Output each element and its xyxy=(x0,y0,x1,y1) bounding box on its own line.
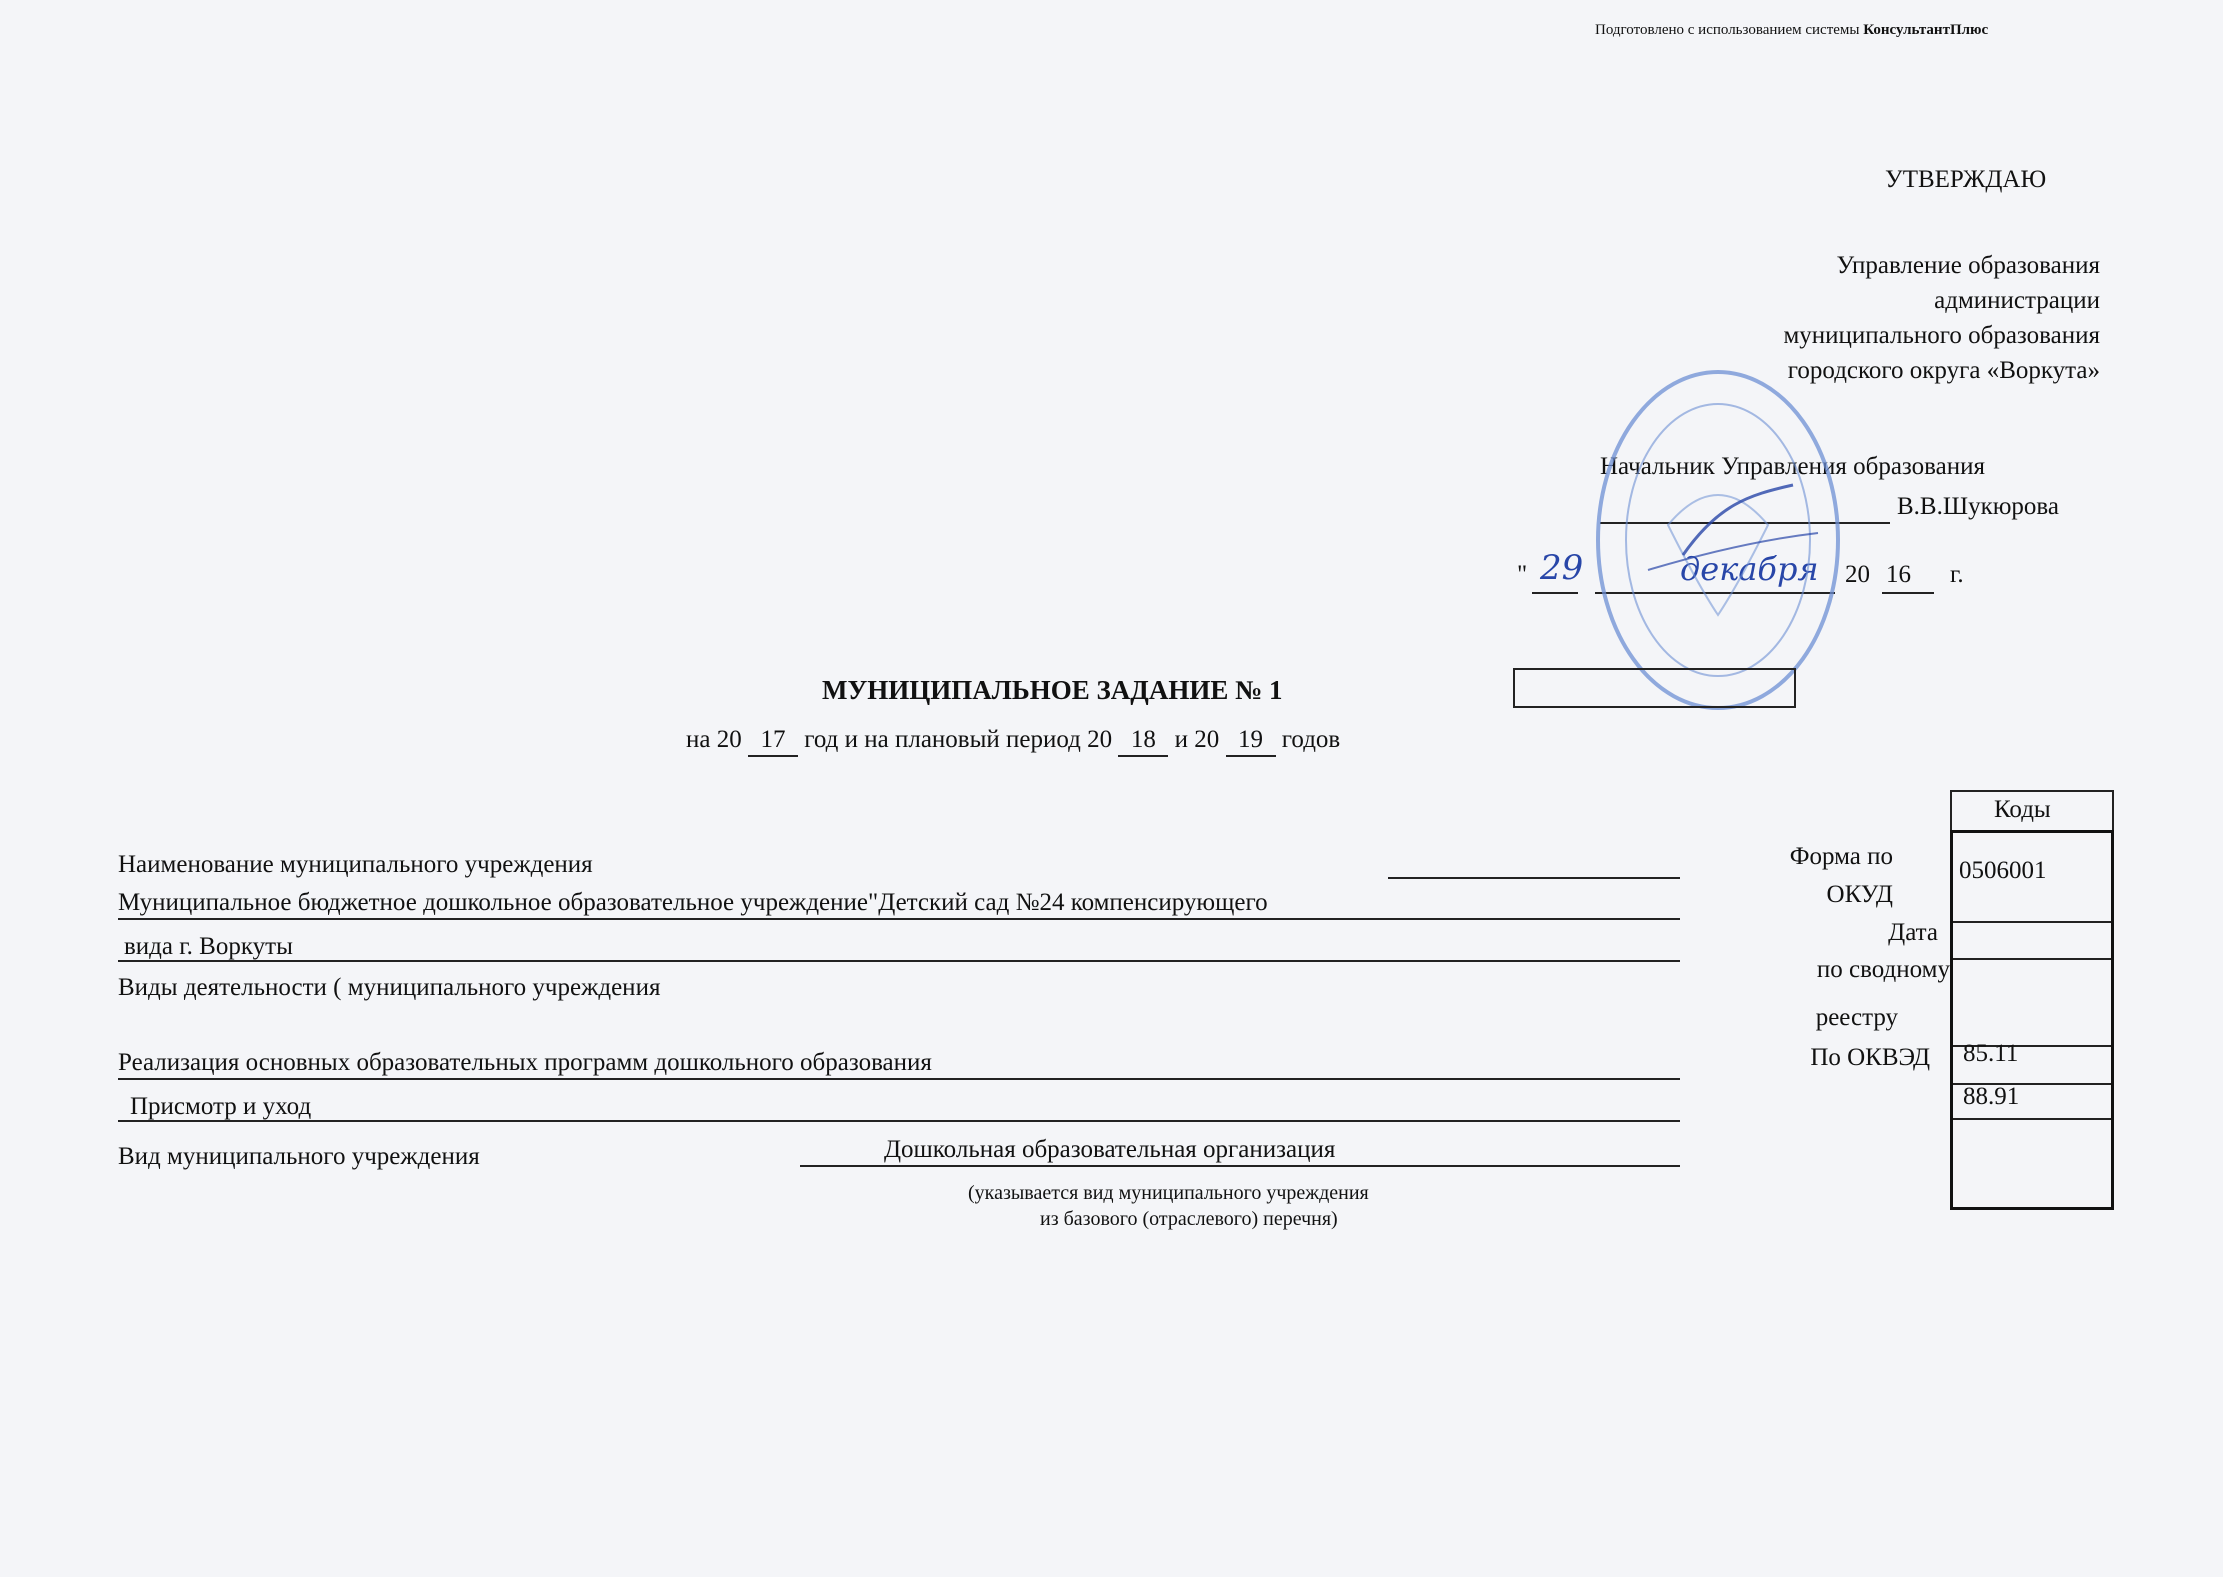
prepared-note-brand: КонсультантПлюс xyxy=(1863,22,1989,38)
task-number-box xyxy=(1513,668,1796,708)
codes-row-divider xyxy=(1953,1118,2111,1120)
task-title: МУНИЦИПАЛЬНОЕ ЗАДАНИЕ № 1 xyxy=(822,675,1283,705)
codes-row-divider xyxy=(1953,958,2111,960)
okud-label-2: ОКУД xyxy=(1826,881,1893,908)
period-text-1: на 20 xyxy=(686,726,742,753)
approval-title: УТВЕРЖДАЮ xyxy=(1885,166,2047,193)
activities-label: Виды деятельности ( муниципального учреждения xyxy=(118,974,661,1001)
date-label-3: реестру xyxy=(1815,1004,1898,1031)
institution-type-note-2: из базового (отраслевого) перечня) xyxy=(1040,1208,1338,1230)
activity-2: Присмотр и уход xyxy=(130,1093,312,1120)
period-year-3: 19 xyxy=(1226,725,1276,757)
period-year-1: 17 xyxy=(748,725,798,757)
institution-name-line1: Муниципальное бюджетное дошкольное образовательное учреждение"Детский сад №24 компенсирующего xyxy=(118,889,1268,916)
official-stamp-icon xyxy=(1588,355,1848,715)
codes-table xyxy=(1950,830,2114,1210)
prepared-note xyxy=(1595,22,1988,39)
date-suffix: г. xyxy=(1950,561,1964,588)
date-day-line xyxy=(1532,592,1578,594)
okved-value-2: 88.91 xyxy=(1963,1083,2020,1110)
date-year-line xyxy=(1882,592,1934,594)
institution-type-label: Вид муниципального учреждения xyxy=(118,1143,480,1170)
date-month: декабря xyxy=(1680,550,1819,588)
task-period xyxy=(686,725,1340,757)
period-text-3: и 20 xyxy=(1174,726,1220,753)
approval-date xyxy=(1517,560,1527,590)
okud-value: 0506001 xyxy=(1959,857,2047,884)
okved-value-1: 85.11 xyxy=(1963,1040,2019,1067)
approval-position: Начальник Управления образования xyxy=(1600,453,1985,480)
institution-type-value: Дошкольная образовательная организация xyxy=(884,1136,1336,1163)
codes-row-divider xyxy=(1953,921,2111,923)
rule xyxy=(118,1078,1680,1080)
rule xyxy=(800,1165,1680,1167)
codes-header: Коды xyxy=(1994,796,2051,823)
date-day: 29 xyxy=(1540,548,1584,588)
date-label-2: по сводному xyxy=(1816,956,1950,983)
approval-org-line: муниципального образования xyxy=(1783,322,2100,349)
activity-1: Реализация основных образовательных программ дошкольного образования xyxy=(118,1049,932,1076)
rule xyxy=(118,918,1680,920)
period-text-4: годов xyxy=(1281,726,1341,753)
date-open-quote: " xyxy=(1517,561,1528,588)
okud-label-1: Форма по xyxy=(1789,843,1893,870)
approval-org-line: администрации xyxy=(1934,287,2100,314)
institution-name-label: Наименование муниципального учреждения xyxy=(118,851,593,878)
date-label-1: Дата xyxy=(1888,919,1938,946)
prepared-note-prefix: Подготовлено с использованием системы xyxy=(1595,22,1864,38)
date-year-prefix: 20 xyxy=(1845,561,1870,588)
institution-type-note-1: (указывается вид муниципального учреждения xyxy=(968,1182,1369,1204)
period-year-2: 18 xyxy=(1118,725,1168,757)
institution-name-line xyxy=(1388,877,1680,879)
approval-org-line: городского округа «Воркута» xyxy=(1787,357,2100,384)
period-text-2: год и на плановый период 20 xyxy=(804,726,1113,753)
rule xyxy=(118,1120,1680,1122)
codes-header-cell xyxy=(1950,790,2114,830)
approval-org-line: Управление образования xyxy=(1836,252,2100,279)
date-year: 16 xyxy=(1886,561,1911,588)
rule xyxy=(118,960,1680,962)
okved-label: По ОКВЭД xyxy=(1810,1044,1930,1071)
institution-name-line2: вида г. Воркуты xyxy=(124,933,293,960)
approval-signer: В.В.Шукюрова xyxy=(1897,493,2059,520)
